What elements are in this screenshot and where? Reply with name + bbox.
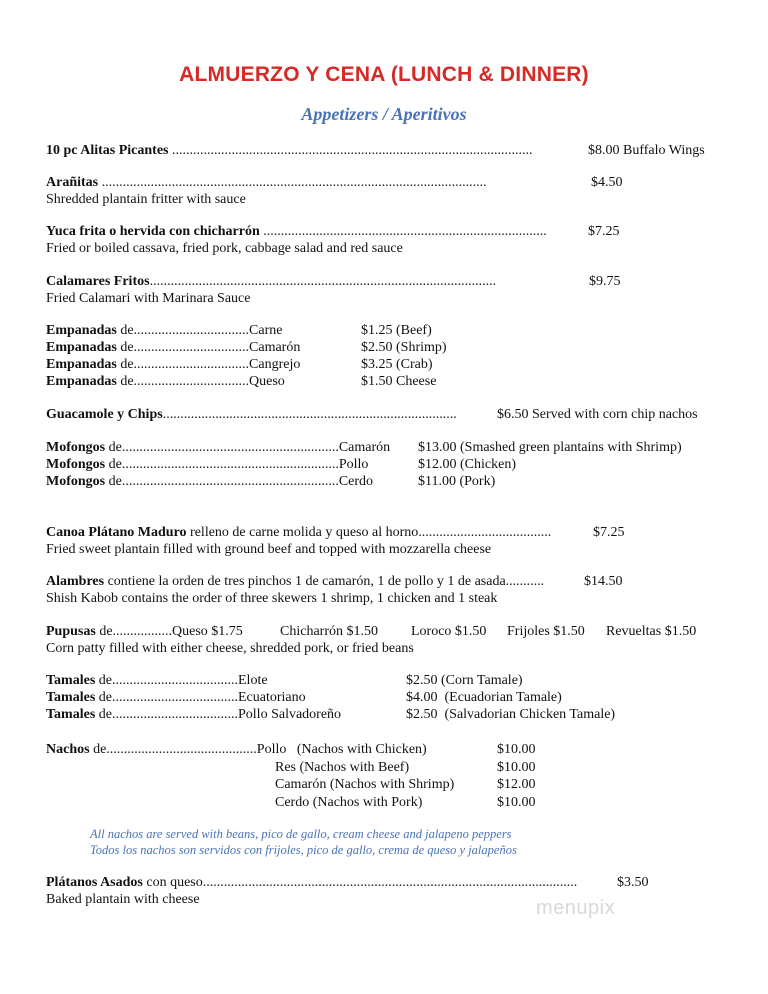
menu-item-empanadas: Empanadas de.................................Camarón	[46, 340, 301, 355]
item-description: Baked plantain with cheese	[46, 892, 200, 907]
leader-dots: .................................	[133, 340, 250, 355]
menu-item-platanos: Plátanos Asados con queso...........................................................................................................	[46, 875, 578, 890]
pupusa-option: Queso $1.75	[172, 624, 243, 639]
item-filling: Cangrejo	[249, 357, 301, 372]
leader-dots: ..............................................................................................................	[98, 175, 487, 190]
item-price: $6.50 Served with corn chip nachos	[497, 407, 698, 422]
item-price: $13.00 (Smashed green plantains with Shrimp)	[418, 440, 682, 455]
item-price: $4.50	[591, 175, 623, 190]
menu-item-mofongos: Mofongos de..............................................................Pollo	[46, 457, 369, 472]
item-price: $1.25 (Beef)	[361, 323, 432, 338]
menu-item-calamares	[46, 273, 496, 290]
item-price: $9.75	[589, 274, 621, 289]
leader-dots: ...........................................	[106, 742, 257, 757]
menu-item-mofongos: Mofongos de..............................................................Camarón	[46, 440, 391, 455]
nachos-option: Res (Nachos with Beef)	[275, 760, 410, 775]
item-name: 10 pc Alitas Picantes	[46, 143, 169, 158]
pupusa-option: Frijoles $1.50	[507, 624, 585, 639]
item-price: $2.50 (Salvadorian Chicken Tamale)	[406, 707, 616, 722]
item-price: $10.00	[497, 795, 536, 810]
item-price: $2.50 (Corn Tamale)	[406, 673, 523, 688]
leader-dots: ..............................................................	[121, 457, 339, 472]
menu-item-alambres: Alambres contiene la orden de tres pinchos 1 de camarón, 1 de pollo y 1 de asada...........	[46, 574, 545, 589]
leader-dots: .................	[112, 624, 173, 639]
item-filling: Carne	[249, 323, 283, 338]
item-description: Fried or boiled cassava, fried pork, cabbage salad and red sauce	[46, 241, 403, 256]
item-filling: Elote	[238, 673, 268, 688]
item-name: Canoa Plátano Maduro	[46, 525, 187, 540]
item-price: $10.00	[497, 760, 536, 775]
leader-dots: ...........................................................................................................	[202, 875, 578, 890]
nachos-note-spanish: Todos los nachos son servidos con frijoles, pico de gallo, crema de queso y jalapeños	[90, 843, 517, 857]
item-price: $11.00 (Pork)	[418, 474, 496, 489]
menu-item-tamales: Tamales de....................................Ecuatoriano	[46, 690, 306, 705]
item-price: $12.00 (Chicken)	[418, 457, 516, 472]
item-filling: Pollo Salvadoreño	[238, 707, 342, 722]
pupusa-option: Revueltas $1.50	[606, 624, 697, 639]
item-filling: Camarón	[338, 440, 391, 455]
leader-dots: .................................	[133, 357, 250, 372]
menu-item-alitas	[46, 142, 533, 159]
leader-dots: ...................................................................................................	[149, 274, 497, 289]
leader-dots: .................................	[133, 323, 250, 338]
item-price: $14.50	[584, 574, 623, 589]
item-name: Tamales	[46, 707, 96, 722]
menu-item-canoa: Canoa Plátano Maduro relleno de carne molida y queso al horno......................................	[46, 525, 552, 540]
leader-dots: .................................	[133, 374, 250, 389]
item-filling: Queso	[249, 374, 285, 389]
pupusa-option: Chicharrón $1.50	[280, 624, 378, 639]
leader-dots: ....................................................................................	[162, 407, 457, 422]
menu-item-nachos: Nachos de...........................................Pollo (Nachos with Chicken)	[46, 742, 427, 757]
item-name: Guacamole y Chips	[46, 407, 163, 422]
menu-item-tamales: Tamales de....................................Elote	[46, 673, 268, 688]
item-description: Fried Calamari with Marinara Sauce	[46, 291, 251, 306]
item-price: $7.25	[588, 224, 620, 239]
item-name: Calamares Fritos	[46, 274, 150, 289]
leader-dots: ....................................	[112, 690, 238, 705]
leader-dots: ..............................................................	[121, 474, 339, 489]
nachos-option: Camarón (Nachos with Shrimp)	[275, 777, 455, 792]
section-subtitle: Appetizers / Aperitivos	[301, 104, 467, 124]
nachos-option: Pollo (Nachos with Chicken)	[256, 742, 427, 757]
menu-item-yuca	[46, 223, 547, 240]
item-price: $12.00	[497, 777, 536, 792]
page-title: ALMUERZO Y CENA (LUNCH & DINNER)	[179, 63, 589, 86]
item-name: Mofongos	[46, 474, 106, 489]
item-name: Empanadas	[46, 374, 117, 389]
item-name: Empanadas	[46, 323, 117, 338]
item-filling: Pollo	[338, 457, 369, 472]
item-price: $1.50 Cheese	[361, 374, 437, 389]
item-description: Shish Kabob contains the order of three skewers 1 shrimp, 1 chicken and 1 steak	[46, 591, 498, 606]
item-description: Shredded plantain fritter with sauce	[46, 192, 246, 207]
pupusa-option: Loroco $1.50	[411, 624, 487, 639]
menu-item-pupusas: Pupusas de.................Queso $1.75	[46, 624, 243, 639]
nachos-option: Cerdo (Nachos with Pork)	[275, 795, 423, 810]
item-name: Nachos	[46, 742, 90, 757]
item-filling: Ecuatoriano	[238, 690, 306, 705]
item-name: Arañitas	[46, 175, 99, 190]
item-price: $8.00 Buffalo Wings	[588, 143, 705, 158]
item-price: $2.50 (Shrimp)	[361, 340, 447, 355]
item-filling: Camarón	[249, 340, 301, 355]
item-name: Mofongos	[46, 457, 106, 472]
menu-item-aranitas	[46, 174, 487, 191]
item-description: Fried sweet plantain filled with ground beef and topped with mozzarella cheese	[46, 542, 492, 557]
nachos-note-english: All nachos are served with beans, pico de gallo, cream cheese and jalapeno peppers	[90, 827, 512, 841]
item-filling: Cerdo	[338, 474, 374, 489]
item-name: Empanadas	[46, 357, 117, 372]
item-description: Corn patty filled with either cheese, shredded pork, or fried beans	[46, 641, 414, 656]
menu-item-guacamole	[46, 406, 457, 423]
item-name: Alambres	[46, 574, 105, 589]
menu-item-empanadas: Empanadas de.................................Cangrejo	[46, 357, 301, 372]
leader-dots: ...........	[505, 574, 545, 589]
item-name: Tamales	[46, 673, 96, 688]
menu-item-empanadas: Empanadas de.................................Carne	[46, 323, 283, 338]
item-price: $10.00	[497, 742, 536, 757]
item-price: $7.25	[593, 525, 625, 540]
leader-dots: ....................................	[112, 707, 238, 722]
leader-dots: ....................................	[112, 673, 238, 688]
leader-dots: ..............................................................	[121, 440, 339, 455]
item-name: Yuca frita o hervida con chicharrón	[46, 224, 260, 239]
leader-dots: ......................................	[418, 525, 552, 540]
item-name: Tamales	[46, 690, 96, 705]
item-name: Pupusas	[46, 624, 96, 639]
menu-item-tamales: Tamales de....................................Pollo Salvadoreño	[46, 707, 342, 722]
item-name: Plátanos Asados	[46, 875, 143, 890]
menu-item-mofongos: Mofongos de..............................................................Cerdo	[46, 474, 374, 489]
leader-dots: .......................................................................................................	[168, 143, 533, 158]
item-price: $4.00 (Ecuadorian Tamale)	[406, 690, 562, 705]
item-price: $3.50	[617, 875, 649, 890]
leader-dots: .................................................................................	[259, 224, 547, 239]
item-name: Empanadas	[46, 340, 117, 355]
item-price: $3.25 (Crab)	[361, 357, 433, 372]
item-name: Mofongos	[46, 440, 106, 455]
menu-item-empanadas: Empanadas de.................................Queso	[46, 374, 285, 389]
watermark-logo: menupix	[536, 897, 616, 919]
